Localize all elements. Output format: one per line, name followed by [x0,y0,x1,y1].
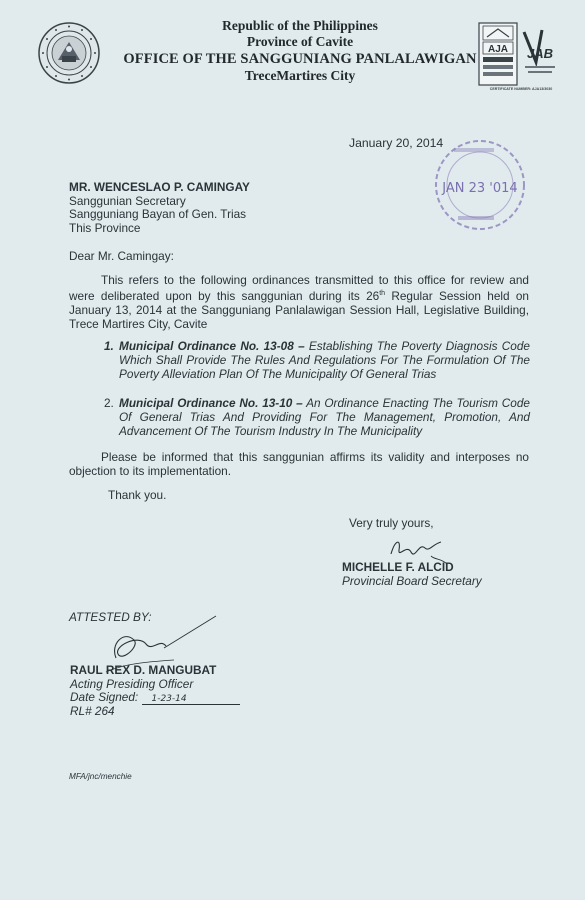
ordinance-description: An Ordinance Enacting The Tourism Code Of General Trias And Providing For The Management, Promotion, And Advancement Of The Tourism Industry In The Municipality [119,396,530,439]
signature-block [342,560,482,588]
officer-name: RAUL REX D. MANGUBAT [70,663,217,677]
closing-line: Very truly yours, [349,516,434,530]
ordinance-title: Municipal Ordinance No. 13-10 – [119,396,303,410]
intro-superscript: th [379,290,386,298]
intro-text-a: This refers to the following ordinances transmitted to this office for review and were deliberated upon by this sanggunian during its 26 [69,273,529,304]
letter-date: January 20, 2014 [349,136,444,150]
salutation: Dear Mr. Camingay: [69,249,174,263]
letterhead-office: OFFICE OF THE SANGGUNIANG PANLALAWIGAN [123,51,477,67]
addressee-office: Sangguniang Bayan of Gen. Trias [69,207,247,222]
intro-text-b: Regular Session held on January 13, 2014 at the Sangguniang Panlalawigan Session Hall, Legislative Building, Trece Martires City, Cavite [69,289,529,332]
stamp-date: JAN 23 '014 [442,181,518,196]
reference-initials: MFA/jnc/menchie [69,772,132,781]
cert-logo-aja: AJA [487,44,509,55]
officer-position: Acting Presiding Officer [70,676,194,691]
conclusion-paragraph: Please be informed that this sanggunian affirms its validity and interposes no objection to its implementation. [69,450,529,479]
letterhead [120,18,480,84]
letterhead-city: TreceMartires City [244,68,356,83]
letterhead-republic: Republic of the Philippines [222,18,378,33]
attested-label: ATTESTED BY: [69,610,152,624]
addressee-name: MR. WENCESLAO P. CAMINGAY [69,180,250,194]
received-stamp-icon [430,130,535,240]
ordinance-number: 2. [104,396,114,410]
provincial-seal-icon [38,22,100,84]
certification-logo-icon [478,22,560,94]
rl-number: RL# 264 [70,703,115,718]
signatory-name: MICHELLE F. ALCID [342,560,454,574]
intro-paragraph [69,273,529,331]
ordinance-title: Municipal Ordinance No. 13-08 – [119,339,305,353]
date-signed-label: Date Signed: [70,690,139,705]
ordinance-item [104,396,530,438]
date-signed-row [70,691,240,705]
certificate-number: CERTIFICATE NUMBER: AJA13/3030 [489,87,553,91]
ordinance-number: 1. [104,339,114,353]
addressee-province: This Province [69,221,141,236]
ordinance-item [104,339,530,381]
letterhead-province: Province of Cavite [246,34,354,49]
date-signed-value: 1-23-14 [142,693,240,705]
cert-logo-jab: JAB [526,46,554,61]
attesting-officer-block [70,664,240,718]
addressee-title: Sanggunian Secretary [69,193,186,208]
signatory-position: Provincial Board Secretary [342,574,482,588]
thanks-line: Thank you. [108,488,167,502]
addressee-block [69,181,250,236]
ordinance-description: Establishing The Poverty Diagnosis Code Which Shall Provide The Rules And Regulations For The Formulation Of The Poverty Alleviation Plan Of The Municipality Of General Trias [119,339,530,382]
